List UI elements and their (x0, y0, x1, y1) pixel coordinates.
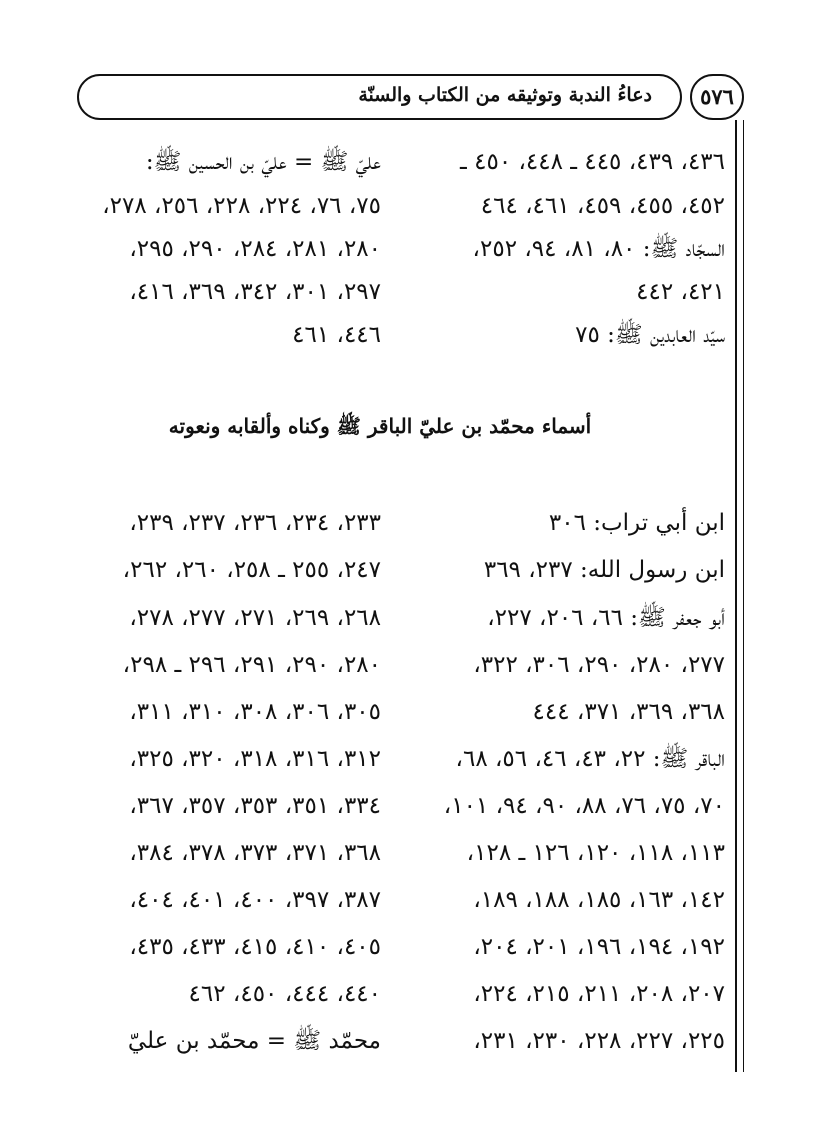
index-line: ٤٤٦، ٤٦١ (292, 322, 381, 348)
index-line: محمّد ﷺ = محمّد بن عليّ (127, 1028, 381, 1054)
index-line: أبو جعفر ﷺ: ٦٦، ٢٠٦، ٢٢٧، (487, 605, 725, 631)
index-line: ٤٢١، ٤٤٢ (636, 279, 725, 305)
index-line: ٣٦٨، ٣٦٩، ٣٧١، ٤٤٤ (532, 699, 725, 725)
index-line: ٢٧٧، ٢٨٠، ٢٩٠، ٣٠٦، ٣٢٢، (473, 652, 725, 678)
index-line: ٣٦٨، ٣٧١، ٣٧٣، ٣٧٨، ٣٨٤، (129, 840, 381, 866)
index-line: ٣٨٧، ٣٩٧، ٤٠٠، ٤٠١، ٤٠٤، (129, 887, 381, 913)
index-line: ٤٥٢، ٤٥٥، ٤٥٩، ٤٦١، ٤٦٤ (480, 193, 725, 219)
index-line: ابن رسول الله: ٢٣٧، ٣٦٩ (483, 557, 725, 583)
index-line: ٤٤٠، ٤٤٤، ٤٥٠، ٤٦٢ (188, 981, 381, 1007)
index-line: ٢٢٥، ٢٢٧، ٢٢٨، ٢٣٠، ٢٣١، (473, 1028, 725, 1054)
index-line: ابن أبي تراب: ٣٠٦ (548, 510, 725, 536)
index-line: ٧٥، ٧٦، ٢٢٤، ٢٢٨، ٢٥٦، ٢٧٨، (102, 193, 381, 219)
index-line: ١٩٢، ١٩٤، ١٩٦، ٢٠١، ٢٠٤، (473, 934, 725, 960)
index-line: الباقر ﷺ: ٢٢، ٤٣، ٤٦، ٥٦، ٦٨، (455, 746, 725, 772)
index-line: ٧٠، ٧٥، ٧٦، ٨٨، ٩٠، ٩٤، ١٠١، (443, 793, 725, 819)
index-line: ٢٦٨، ٢٦٩، ٢٧١، ٢٧٧، ٢٧٨، (129, 605, 381, 631)
index-line: ٢٠٧، ٢٠٨، ٢١١، ٢١٥، ٢٢٤، (473, 981, 725, 1007)
index-line: ٣٣٤، ٣٥١، ٣٥٣، ٣٥٧، ٣٦٧، (129, 793, 381, 819)
index-line: ٢٣٣، ٢٣٤، ٢٣٦، ٢٣٧، ٢٣٩، (129, 510, 381, 536)
margin-rule-inner (743, 120, 744, 1072)
index-line: ٣١٢، ٣١٦، ٣١٨، ٣٢٠، ٣٢٥، (129, 746, 381, 772)
page-number: ٥٧٦ (690, 74, 744, 120)
index-line: ٣٠٥، ٣٠٦، ٣٠٨، ٣١٠، ٣١١، (129, 699, 381, 725)
index-line: عليّ ﷺ = عليّ بن الحسين ﷺ: (145, 149, 381, 175)
index-line: ٢٨٠، ٢٩٠، ٢٩١، ٢٩٦ ـ ٢٩٨، (122, 652, 381, 678)
margin-rule (735, 120, 737, 1072)
index-line: سيّد العابدين ﷺ: ٧٥ (575, 322, 725, 348)
index-line: ١١٣، ١١٨، ١٢٠، ١٢٦ ـ ١٢٨، (466, 840, 725, 866)
header-title: دعاءُ الندبة وتوثيقه من الكتاب والسنّة (358, 84, 652, 106)
section-heading: أسماء محمّد بن عليّ الباقر ﷺ وكناه وألقابه ونعوته (168, 414, 592, 438)
running-header (77, 74, 682, 120)
index-line: ١٤٢، ١٦٣، ١٨٥، ١٨٨، ١٨٩، (473, 887, 725, 913)
index-line: السجّاد ﷺ: ٨٠، ٨١، ٩٤، ٢٥٢، (472, 236, 725, 262)
index-line: ٢٩٧، ٣٠١، ٣٤٢، ٣٦٩، ٤١٦، (129, 279, 381, 305)
index-line: ٤٠٥، ٤١٠، ٤١٥، ٤٣٣، ٤٣٥، (129, 934, 381, 960)
index-line: ٢٨٠، ٢٨١، ٢٨٤، ٢٩٠، ٢٩٥، (129, 236, 381, 262)
index-line: ٤٣٦، ٤٣٩، ٤٤٥ ـ ٤٤٨، ٤٥٠ ـ (460, 149, 725, 175)
index-line: ٢٤٧، ٢٥٥ ـ ٢٥٨، ٢٦٠، ٢٦٢، (122, 557, 381, 583)
